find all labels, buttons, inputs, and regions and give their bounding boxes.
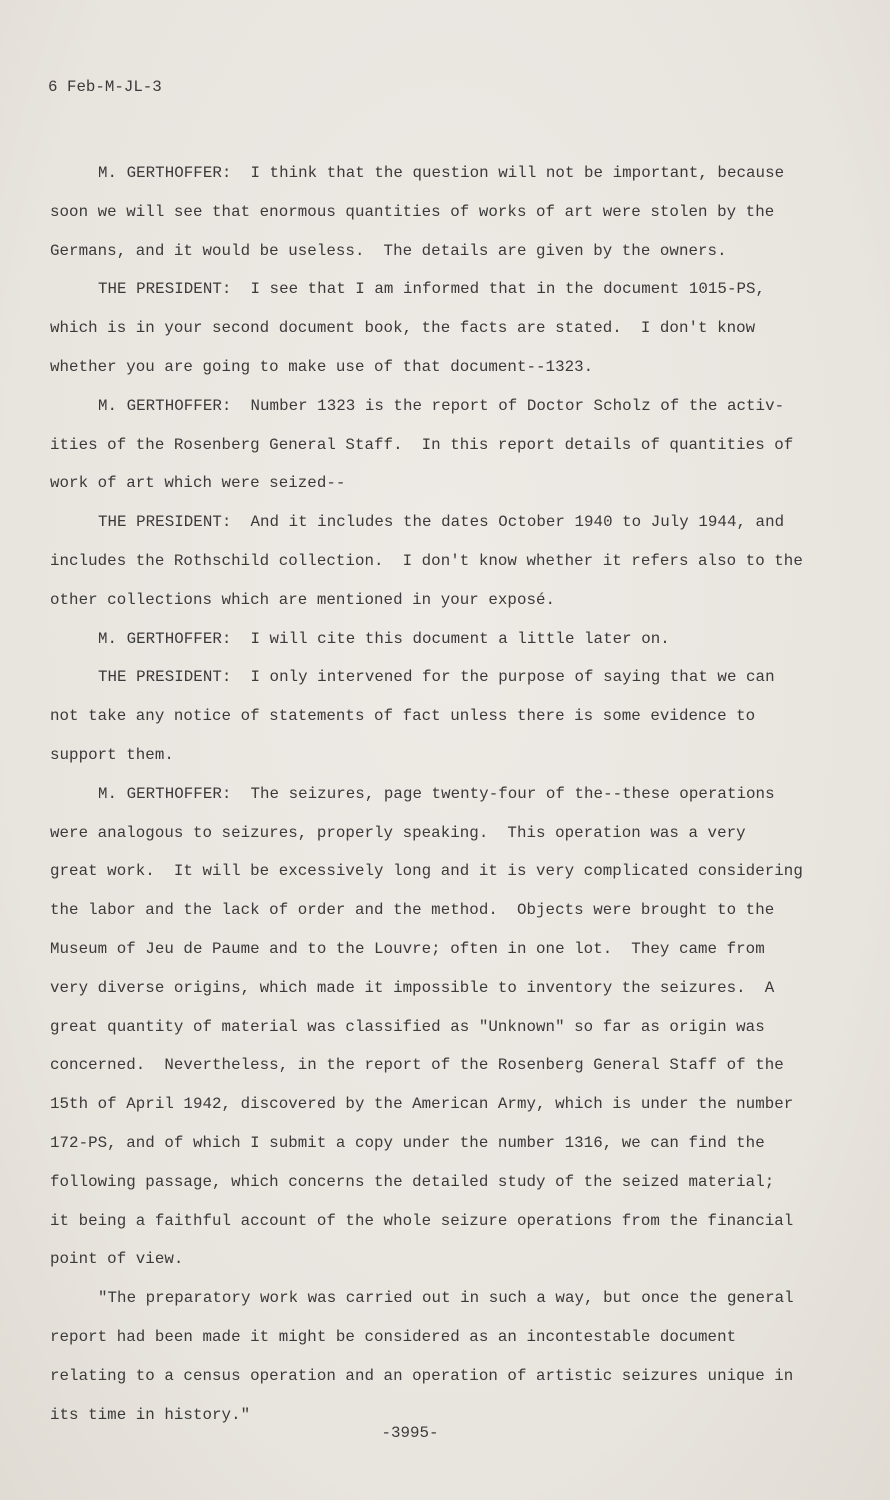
text-line: following passage, which concerns the detailed study of the seized material; (50, 1172, 775, 1191)
text-line: work of art which were seized-- (50, 474, 346, 493)
text-line: very diverse origins, which made it impossible to inventory the seizures. A (50, 978, 775, 997)
text-line: 172-PS, and of which I submit a copy under the number 1316, we can find the (50, 1133, 765, 1152)
text-line: it being a faithful account of the whole seizure operations from the financial (50, 1211, 794, 1230)
text-line: soon we will see that enormous quantities of works of art were stolen by the (50, 202, 775, 221)
text-line: were analogous to seizures, properly speaking. This operation was a very (50, 823, 746, 842)
paragraph (50, 270, 850, 386)
paragraph (50, 1279, 850, 1434)
text-line: M. GERTHOFFER: The seizures, page twenty-four of the--these operations (98, 784, 775, 803)
text-line: "The preparatory work was carried out in such a way, but once the general (98, 1289, 794, 1308)
text-line: concerned. Nevertheless, in the report of the Rosenberg General Staff of the (50, 1056, 784, 1075)
text-line: the labor and the lack of order and the method. Objects were brought to the (50, 901, 775, 920)
text-line: support them. (50, 745, 174, 764)
text-line: Germans, and it would be useless. The details are given by the owners. (50, 241, 727, 260)
text-line: great quantity of material was classified as "Unknown" so far as origin was (50, 1017, 765, 1036)
paragraph (50, 387, 850, 503)
page-number: -3995- (381, 1424, 439, 1442)
text-line: point of view. (50, 1250, 184, 1269)
paragraph (50, 658, 850, 774)
text-line: THE PRESIDENT: And it includes the dates October 1940 to July 1944, and (98, 513, 785, 532)
transcript-body (50, 154, 850, 1434)
text-line: includes the Rothschild collection. I don't know whether it refers also to the (50, 551, 803, 570)
text-line: report had been made it might be considered as an incontestable document (50, 1327, 737, 1346)
text-line: 15th of April 1942, discovered by the American Army, which is under the number (50, 1095, 794, 1114)
page-header-code: 6 Feb-M-JL-3 (48, 78, 162, 96)
paragraph (50, 154, 850, 270)
text-line: whether you are going to make use of that document--1323. (50, 357, 594, 376)
text-line: relating to a census operation and an operation of artistic seizures unique in (50, 1366, 794, 1385)
text-line: its time in history." (50, 1405, 251, 1424)
text-line: which is in your second document book, the facts are stated. I don't know (50, 319, 756, 338)
text-line: other collections which are mentioned in your exposé. (50, 590, 556, 609)
paragraph (50, 775, 850, 1279)
text-line: ities of the Rosenberg General Staff. In this report details of quantities of (50, 435, 794, 454)
text-line: not take any notice of statements of fact unless there is some evidence to (50, 707, 756, 726)
paragraph (50, 503, 850, 619)
text-line: great work. It will be excessively long and it is very complicated considering (50, 862, 803, 881)
text-line: M. GERTHOFFER: I think that the question will not be important, because (98, 164, 785, 182)
text-line: THE PRESIDENT: I only intervened for the purpose of saying that we can (98, 668, 775, 687)
paragraph (50, 620, 850, 659)
text-line: THE PRESIDENT: I see that I am informed that in the document 1015-PS, (98, 280, 766, 299)
text-line: Museum of Jeu de Paume and to the Louvre; often in one lot. They came from (50, 939, 765, 958)
text-line: M. GERTHOFFER: I will cite this document a little later on. (98, 629, 670, 648)
text-line: M. GERTHOFFER: Number 1323 is the report of Doctor Scholz of the activ- (98, 396, 785, 415)
